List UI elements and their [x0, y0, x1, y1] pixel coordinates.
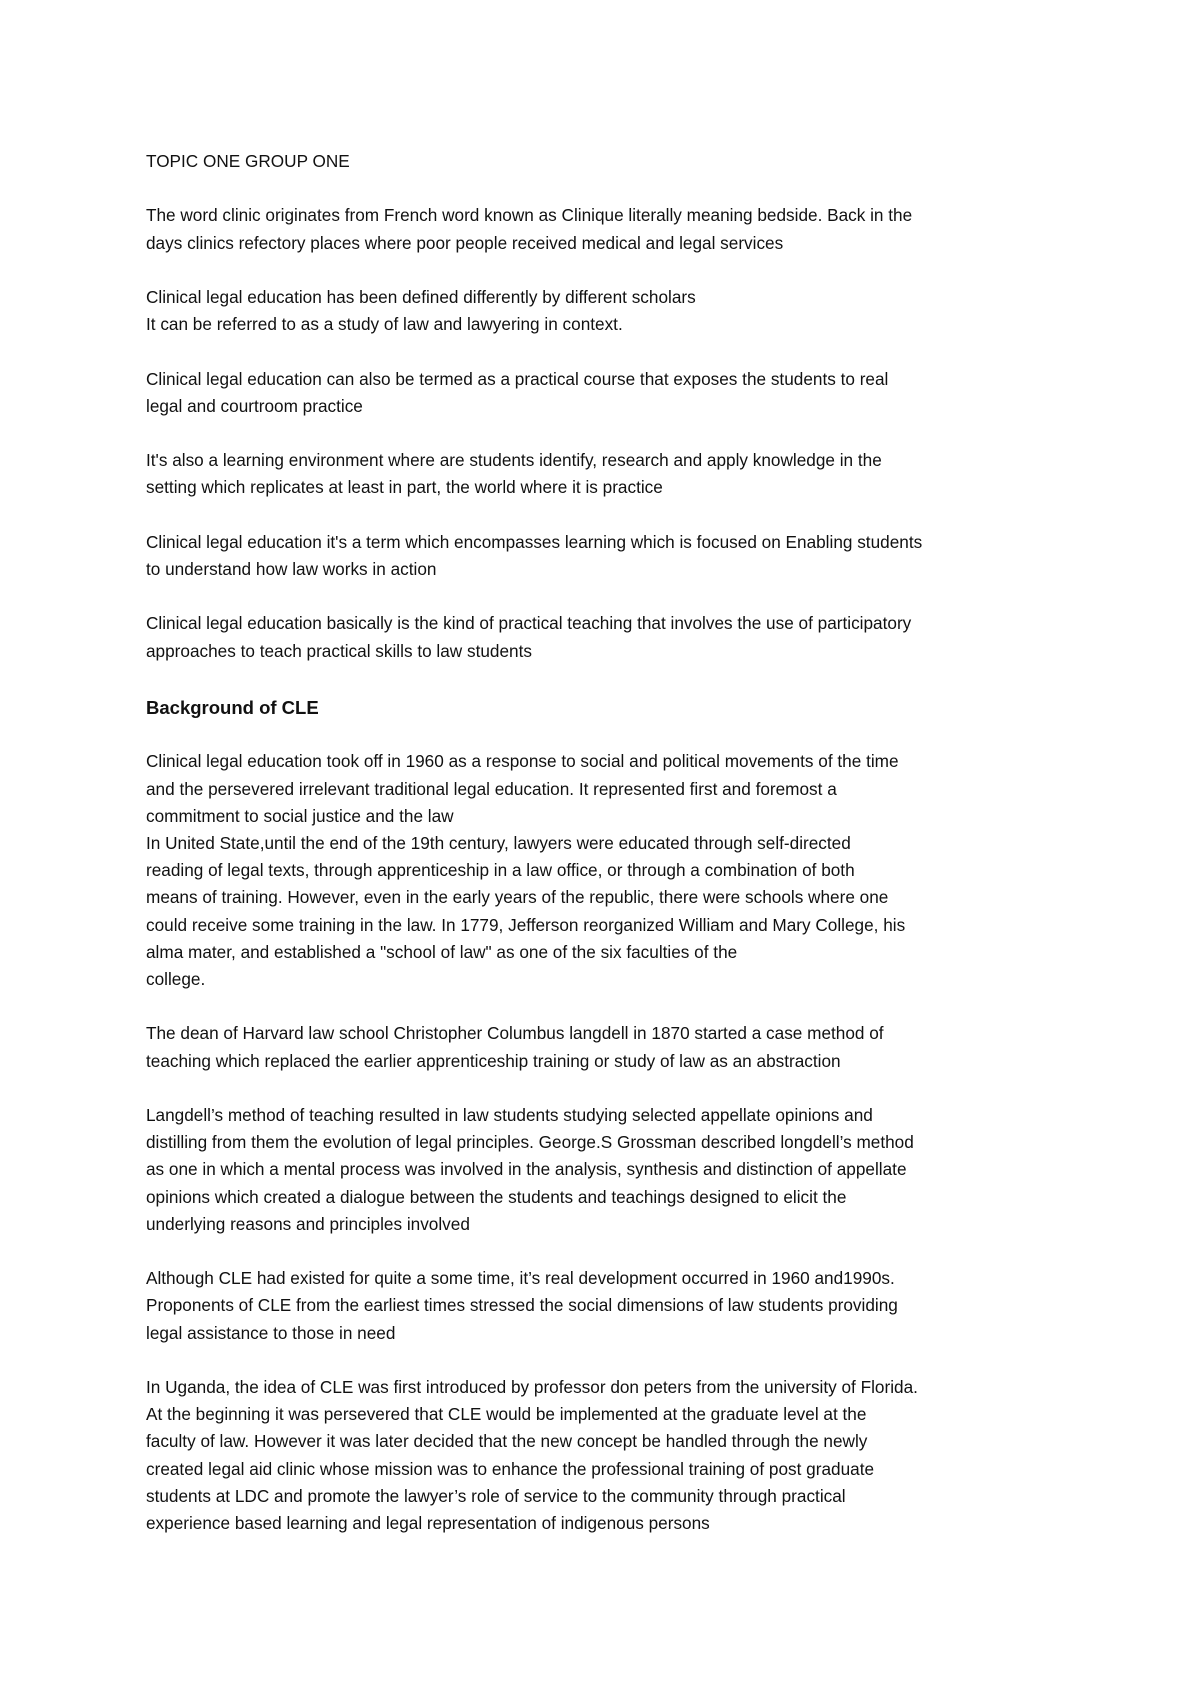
paragraph	[146, 1265, 1076, 1347]
spacer	[146, 993, 1076, 1020]
paragraph-line: reading of legal texts, through apprenticeship in a law office, or through a combination of both	[146, 860, 855, 881]
paragraph	[146, 1102, 1076, 1238]
paragraph	[146, 1020, 1076, 1074]
spacer	[146, 175, 1076, 202]
spacer	[146, 1238, 1076, 1265]
spacer	[146, 721, 1076, 748]
paragraph-line: could receive some training in the law. In 1779, Jefferson reorganized William and Mary College, his	[146, 914, 906, 935]
spacer	[146, 420, 1076, 447]
paragraph-line: Proponents of CLE from the earliest times stressed the social dimensions of law students providing	[146, 1295, 898, 1316]
spacer	[146, 1075, 1076, 1102]
paragraph-line: Clinical legal education basically is the kind of practical teaching that involves the use of participatory	[146, 613, 912, 634]
paragraph-line: approaches to teach practical skills to law students	[146, 640, 532, 661]
paragraph-line: legal assistance to those in need	[146, 1322, 396, 1343]
paragraph	[146, 748, 1076, 993]
paragraph-line: It can be referred to as a study of law and lawyering in context.	[146, 314, 623, 335]
paragraph-line: alma mater, and established a "school of law" as one of the six faculties of the	[146, 941, 738, 962]
paragraph-line: to understand how law works in action	[146, 558, 437, 579]
paragraph-line: Langdell’s method of teaching resulted in law students studying selected appellate opinions and	[146, 1104, 873, 1125]
paragraph-line: opinions which created a dialogue between the students and teachings designed to elicit the	[146, 1186, 847, 1207]
paragraph	[146, 610, 1076, 664]
intro-section	[146, 202, 1076, 692]
paragraph	[146, 529, 1076, 583]
paragraph	[146, 1374, 1076, 1537]
spacer	[146, 257, 1076, 284]
document-body	[146, 148, 1076, 1564]
paragraph-line: underlying reasons and principles involved	[146, 1213, 470, 1234]
paragraph-line: In Uganda, the idea of CLE was first introduced by professor don peters from the university of Florida.	[146, 1376, 918, 1397]
paragraph-line: commitment to social justice and the law	[146, 805, 454, 826]
paragraph-line: as one in which a mental process was involved in the analysis, synthesis and distinction of appellate	[146, 1159, 907, 1180]
paragraph-line: The word clinic originates from French word known as Clinique literally meaning bedside. Back in the	[146, 205, 913, 226]
spacer	[146, 502, 1076, 529]
spacer	[146, 583, 1076, 610]
paragraph-line: teaching which replaced the earlier apprenticeship training or study of law as an abstraction	[146, 1050, 841, 1071]
paragraph-line: In United State,until the end of the 19th century, lawyers were educated through self-directed	[146, 832, 851, 853]
paragraph-line: students at LDC and promote the lawyer’s role of service to the community through practical	[146, 1485, 846, 1506]
spacer	[146, 338, 1076, 365]
paragraph-line: college.	[146, 968, 206, 989]
paragraph-line: Clinical legal education took off in 1960 as a response to social and political movements of the time	[146, 751, 899, 772]
paragraph-line: The dean of Harvard law school Christopher Columbus langdell in 1870 started a case method of	[146, 1023, 884, 1044]
spacer	[146, 665, 1076, 692]
spacer	[146, 1347, 1076, 1374]
paragraph-line: distilling from them the evolution of legal principles. George.S Grossman described longdell’s method	[146, 1132, 914, 1153]
paragraph-line: Clinical legal education can also be termed as a practical course that exposes the students to real	[146, 368, 889, 389]
document-title: TOPIC ONE GROUP ONE	[146, 151, 350, 171]
paragraph	[146, 447, 1076, 501]
paragraph-line: Clinical legal education it's a term which encompasses learning which is focused on Enabling students	[146, 531, 923, 552]
paragraph-line: Although CLE had existed for quite a some time, it’s real development occurred in 1960 and1990s.	[146, 1268, 895, 1289]
paragraph-line: It's also a learning environment where are students identify, research and apply knowledge in the	[146, 450, 882, 471]
paragraph-line: legal and courtroom practice	[146, 395, 363, 416]
paragraph-line: experience based learning and legal representation of indigenous persons	[146, 1512, 710, 1533]
paragraph-line: Clinical legal education has been defined differently by different scholars	[146, 286, 696, 307]
section-heading: Background of CLE	[146, 696, 319, 718]
paragraph	[146, 202, 1076, 256]
spacer	[146, 1537, 1076, 1564]
paragraph-line: setting which replicates at least in part, the world where it is practice	[146, 477, 663, 498]
background-section	[146, 748, 1076, 1564]
paragraph-line: At the beginning it was persevered that CLE would be implemented at the graduate level at the	[146, 1404, 867, 1425]
paragraph-line: created legal aid clinic whose mission was to enhance the professional training of post graduate	[146, 1458, 875, 1479]
paragraph	[146, 284, 1076, 338]
paragraph-line: faculty of law. However it was later decided that the new concept be handled through the newly	[146, 1431, 868, 1452]
paragraph-line: and the persevered irrelevant traditional legal education. It represented first and foremost a	[146, 778, 837, 799]
paragraph-line: days clinics refectory places where poor people received medical and legal services	[146, 232, 784, 253]
paragraph	[146, 366, 1076, 420]
paragraph-line: means of training. However, even in the early years of the republic, there were schools where one	[146, 887, 889, 908]
